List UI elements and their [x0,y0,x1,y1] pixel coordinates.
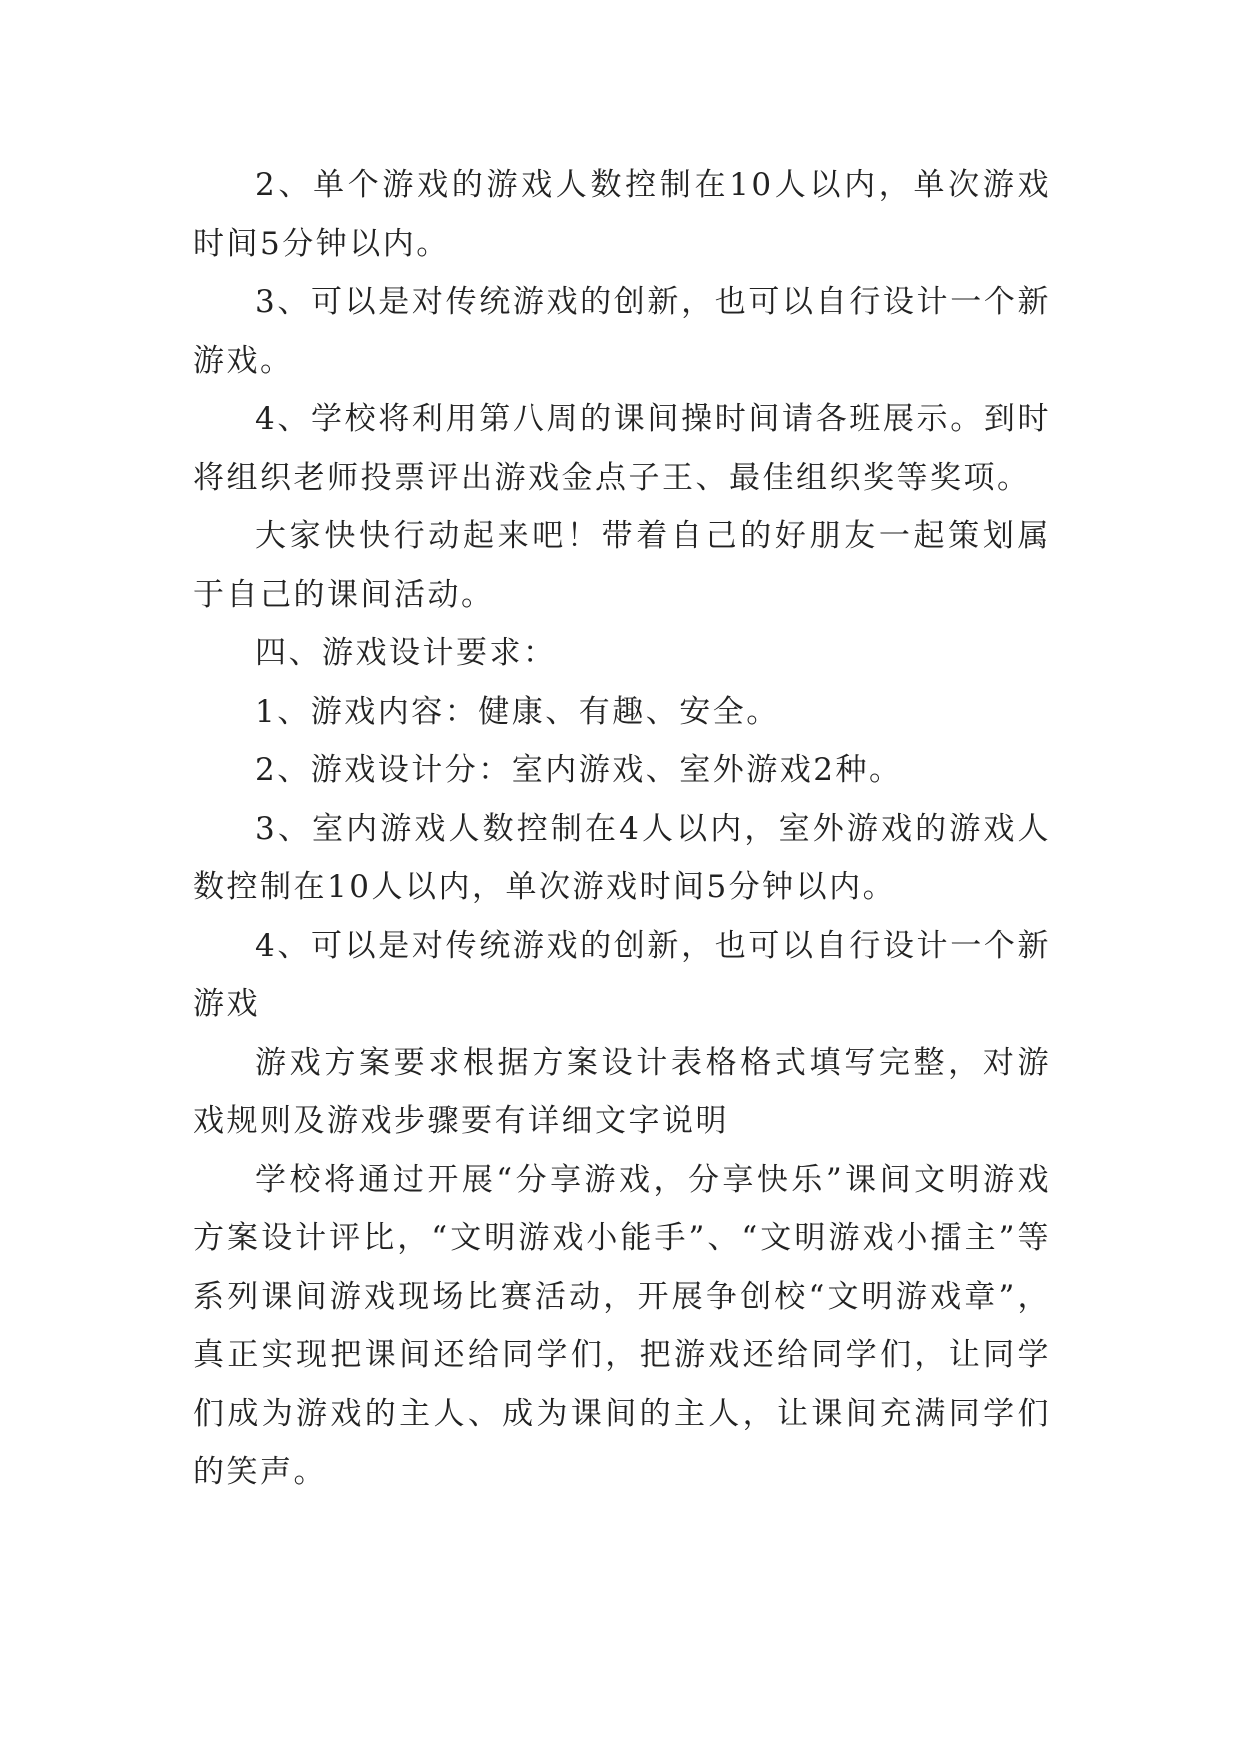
requirement-item-2: 2、游戏设计分：室内游戏、室外游戏2种。 [255,752,903,788]
paragraph-item-2: 2、单个游戏的游戏人数控制在10人以内，单次游戏时间5分钟以内。 [193,167,1051,262]
paragraph-closing: 学校将通过开展“分享游戏，分享快乐”课间文明游戏方案设计评比，“文明游戏小能手”、“文明游戏小擂主”等系列课间游戏现场比赛活动，开展争创校“文明游戏章”，真正实现把课间还给同学们，把游戏还给同学们，让同学们成为游戏的主人、成为课间的主人，让课间充满同学们的笑声。 [193,1161,1051,1490]
paragraph-call-to-action: 大家快快行动起来吧！带着自己的好朋友一起策划属于自己的课间活动。 [193,518,1051,613]
document-body [193,156,1051,1502]
section-heading-design-requirements: 四、游戏设计要求： [255,635,557,671]
paragraph-plan-requirements: 游戏方案要求根据方案设计表格格式填写完整，对游戏规则及游戏步骤要有详细文字说明 [193,1044,1051,1139]
requirement-item-3: 3、室内游戏人数控制在4人以内，室外游戏的游戏人数控制在10人以内，单次游戏时间5分钟以内。 [193,810,1051,905]
requirement-item-4: 4、可以是对传统游戏的创新，也可以自行设计一个新游戏 [193,927,1051,1022]
requirement-item-1: 1、游戏内容：健康、有趣、安全。 [255,693,780,730]
paragraph-item-4: 4、学校将利用第八周的课间操时间请各班展示。到时将组织老师投票评出游戏金点子王、最佳组织奖等奖项。 [193,401,1051,496]
paragraph-item-3: 3、可以是对传统游戏的创新，也可以自行设计一个新游戏。 [193,284,1051,379]
